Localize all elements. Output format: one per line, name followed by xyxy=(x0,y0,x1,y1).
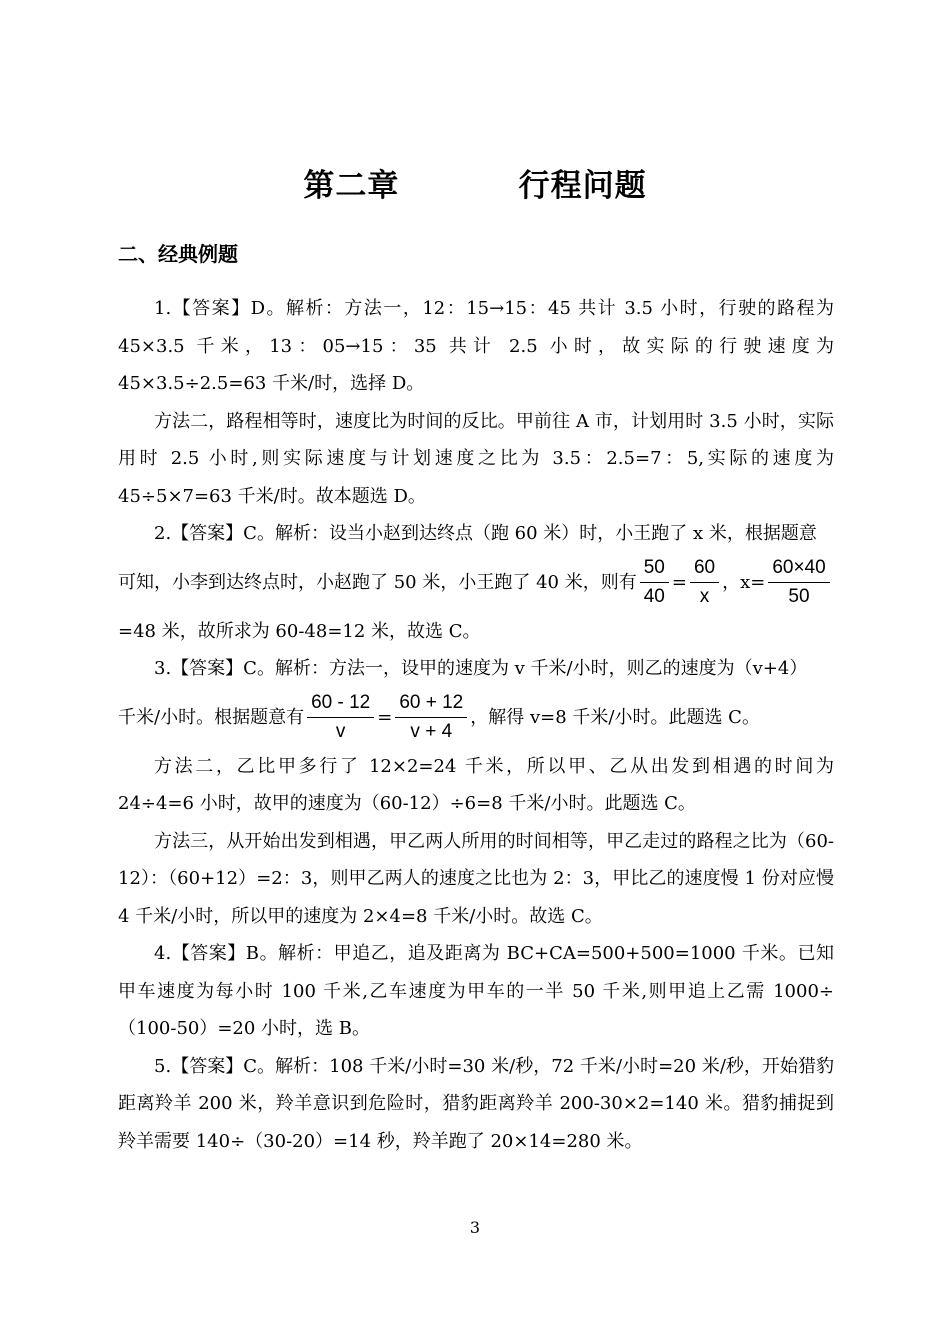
q3-method2: 方法二，乙比甲多行了 12×2=24 千米，所以甲、乙从出发到相遇的时间为 24÷4=6 小时，故甲的速度为（60-12）÷6=8 千米/小时。此题选 C。 xyxy=(118,755,834,814)
q3-pre-text: 千米/小时。根据题意有 xyxy=(118,706,305,728)
q1-method2: 方法二，路程相等时，速度比为时间的反比。甲前往 A 市，计划用时 3.5 小时，实际用时 2.5 小时,则实际速度与计划速度之比为 3.5：2.5=7：5,实际的速度为 45÷5×7=63 千米/时。故本题选 D。 xyxy=(118,410,834,507)
chapter-title: 第二章 行程问题 xyxy=(303,168,647,204)
q2-fraction-1 xyxy=(640,554,669,611)
q5-answer: 5.【答案】C。解析：108 千米/小时=30 米/秒，72 千米/小时=20 米/秒，开始猎豹距离羚羊 200 米，羚羊意识到危险时，猎豹距离羚羊 200-30×2=140 米。猎豹捕捉到羚羊需要 140÷（30-20）=14 秒，羚羊跑了 20×14=280 米。 xyxy=(118,1055,834,1152)
q3-line1: 3.【答案】C。解析：方法一，设甲的速度为 v 千米/小时，则乙的速度为（v+4） xyxy=(154,658,808,679)
q3-f1-numerator: 60 - 12 xyxy=(307,689,374,718)
q1-method1: 1.【答案】D。解析：方法一，12：15→15：45 共计 3.5 小时，行驶的路程为 45×3.5 千米，13：05→15：35 共计 2.5 小时，故实际的行驶速度为 45×3.5÷2.5=63 千米/时，选择 D。 xyxy=(118,298,834,394)
q2-pre-text: 可知，小李到达终点时，小赵跑了 50 米，小王跑了 40 米，则有 xyxy=(118,571,637,593)
page-number: 3 xyxy=(469,1218,481,1237)
q2-f1-denominator: 40 xyxy=(643,586,665,607)
section-heading: 二、经典例题 xyxy=(118,242,238,266)
q2-f2-numerator: 60 xyxy=(690,554,719,583)
q2-formula-line xyxy=(118,553,834,613)
q2-fraction-3 xyxy=(768,554,829,611)
q2-conclusion: =48 米，故所求为 60-48=12 米，故选 C。 xyxy=(118,620,481,642)
q2-equals: = xyxy=(671,571,687,593)
document-body xyxy=(118,290,834,1160)
q3-post-text: ，解得 v=8 千米/小时。此题选 C。 xyxy=(470,706,760,728)
q3-method3: 方法三，从开始出发到相遇，甲乙两人所用的时间相等，甲乙走过的路程之比为（60-12）：（60+12）=2：3，则甲乙两人的速度之比也为 2：3，甲比乙的速度慢 1 份对应慢 4 千米/小时，所以甲的速度为 2×4=8 千米/小时。故选 C。 xyxy=(118,830,834,927)
q2-f3-numerator: 60×40 xyxy=(768,554,829,583)
q2-line1: 2.【答案】C。解析：设当小赵到达终点（跑 60 米）时，小王跑了 x 米，根据题意 xyxy=(154,523,817,544)
q2-mid-text: ，x= xyxy=(722,571,766,593)
q4-answer: 4.【答案】B。解析：甲追乙，追及距离为 BC+CA=500+500=1000 千米。已知甲车速度为每小时 100 千米,乙车速度为甲车的一半 50 千米,则甲追上乙需 1000÷（100-50）=20 小时，选 B。 xyxy=(118,943,834,1039)
q2-f2-denominator: x xyxy=(699,586,710,607)
q2-fraction-2 xyxy=(690,554,719,611)
q3-formula-line xyxy=(118,688,834,748)
q3-f1-denominator: v xyxy=(335,721,346,742)
q2-f3-denominator: 50 xyxy=(788,586,810,607)
q2-f1-numerator: 50 xyxy=(640,554,669,583)
q3-f2-numerator: 60 + 12 xyxy=(395,689,467,718)
q3-fraction-1 xyxy=(307,689,374,746)
q3-f2-denominator: v + 4 xyxy=(410,721,453,742)
q3-equals: = xyxy=(377,706,393,728)
q3-fraction-2 xyxy=(395,689,467,746)
